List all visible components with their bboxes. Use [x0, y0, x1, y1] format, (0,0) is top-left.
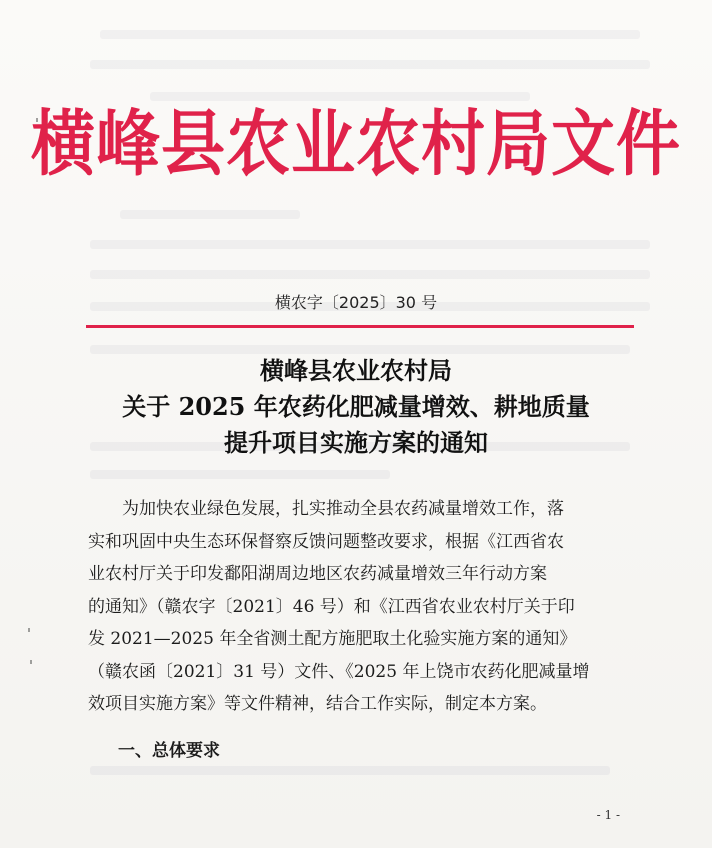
bleed-through-line: [90, 470, 390, 479]
page-number: - 1 -: [596, 808, 620, 822]
red-separator-line: [86, 325, 634, 328]
bleed-through-line: [90, 240, 650, 249]
document-number: 横农字〔2025〕30 号: [274, 293, 438, 312]
title-line-1: 横峰县农业农村局: [260, 356, 452, 385]
bleed-through-line: [90, 270, 650, 279]
body-paragraph: [88, 493, 628, 721]
title-line-3: 提升项目实施方案的通知: [224, 428, 488, 457]
title-line-2: 关于 2025 年农药化肥减量增效、耕地质量: [122, 392, 590, 421]
body-line: 实和巩固中央生态环保督察反馈问题整改要求，根据《江西省农: [88, 531, 564, 552]
bleed-through-line: [100, 30, 640, 39]
bleed-through-line: [90, 766, 610, 775]
body-line: 业农村厅关于印发鄱阳湖周边地区农药减量增效三年行动方案: [88, 564, 547, 584]
masthead-title: 横峰县农业农村局文件: [31, 102, 681, 187]
body-line: 发 2021—2025 年全省测土配方施肥取土化验实施方案的通知》: [88, 629, 577, 649]
body-line: （赣农函〔2021〕31 号）文件、《2025 年上饶市农药化肥减量增: [88, 661, 590, 682]
scan-speck: [28, 628, 30, 632]
bleed-through-line: [120, 210, 300, 219]
body-line: 为加快农业绿色发展，扎实推动全县农药减量增效工作，落: [88, 499, 564, 519]
section-heading: 一、总体要求: [118, 741, 220, 761]
body-line: 的通知》（赣农字〔2021〕46 号）和《江西省农业农村厅关于印: [88, 596, 575, 617]
scan-speck: [30, 660, 32, 664]
body-line: 效项目实施方案》等文件精神，结合工作实际，制定本方案。: [88, 694, 547, 714]
bleed-through-line: [90, 60, 650, 69]
notice-title: [60, 353, 652, 461]
